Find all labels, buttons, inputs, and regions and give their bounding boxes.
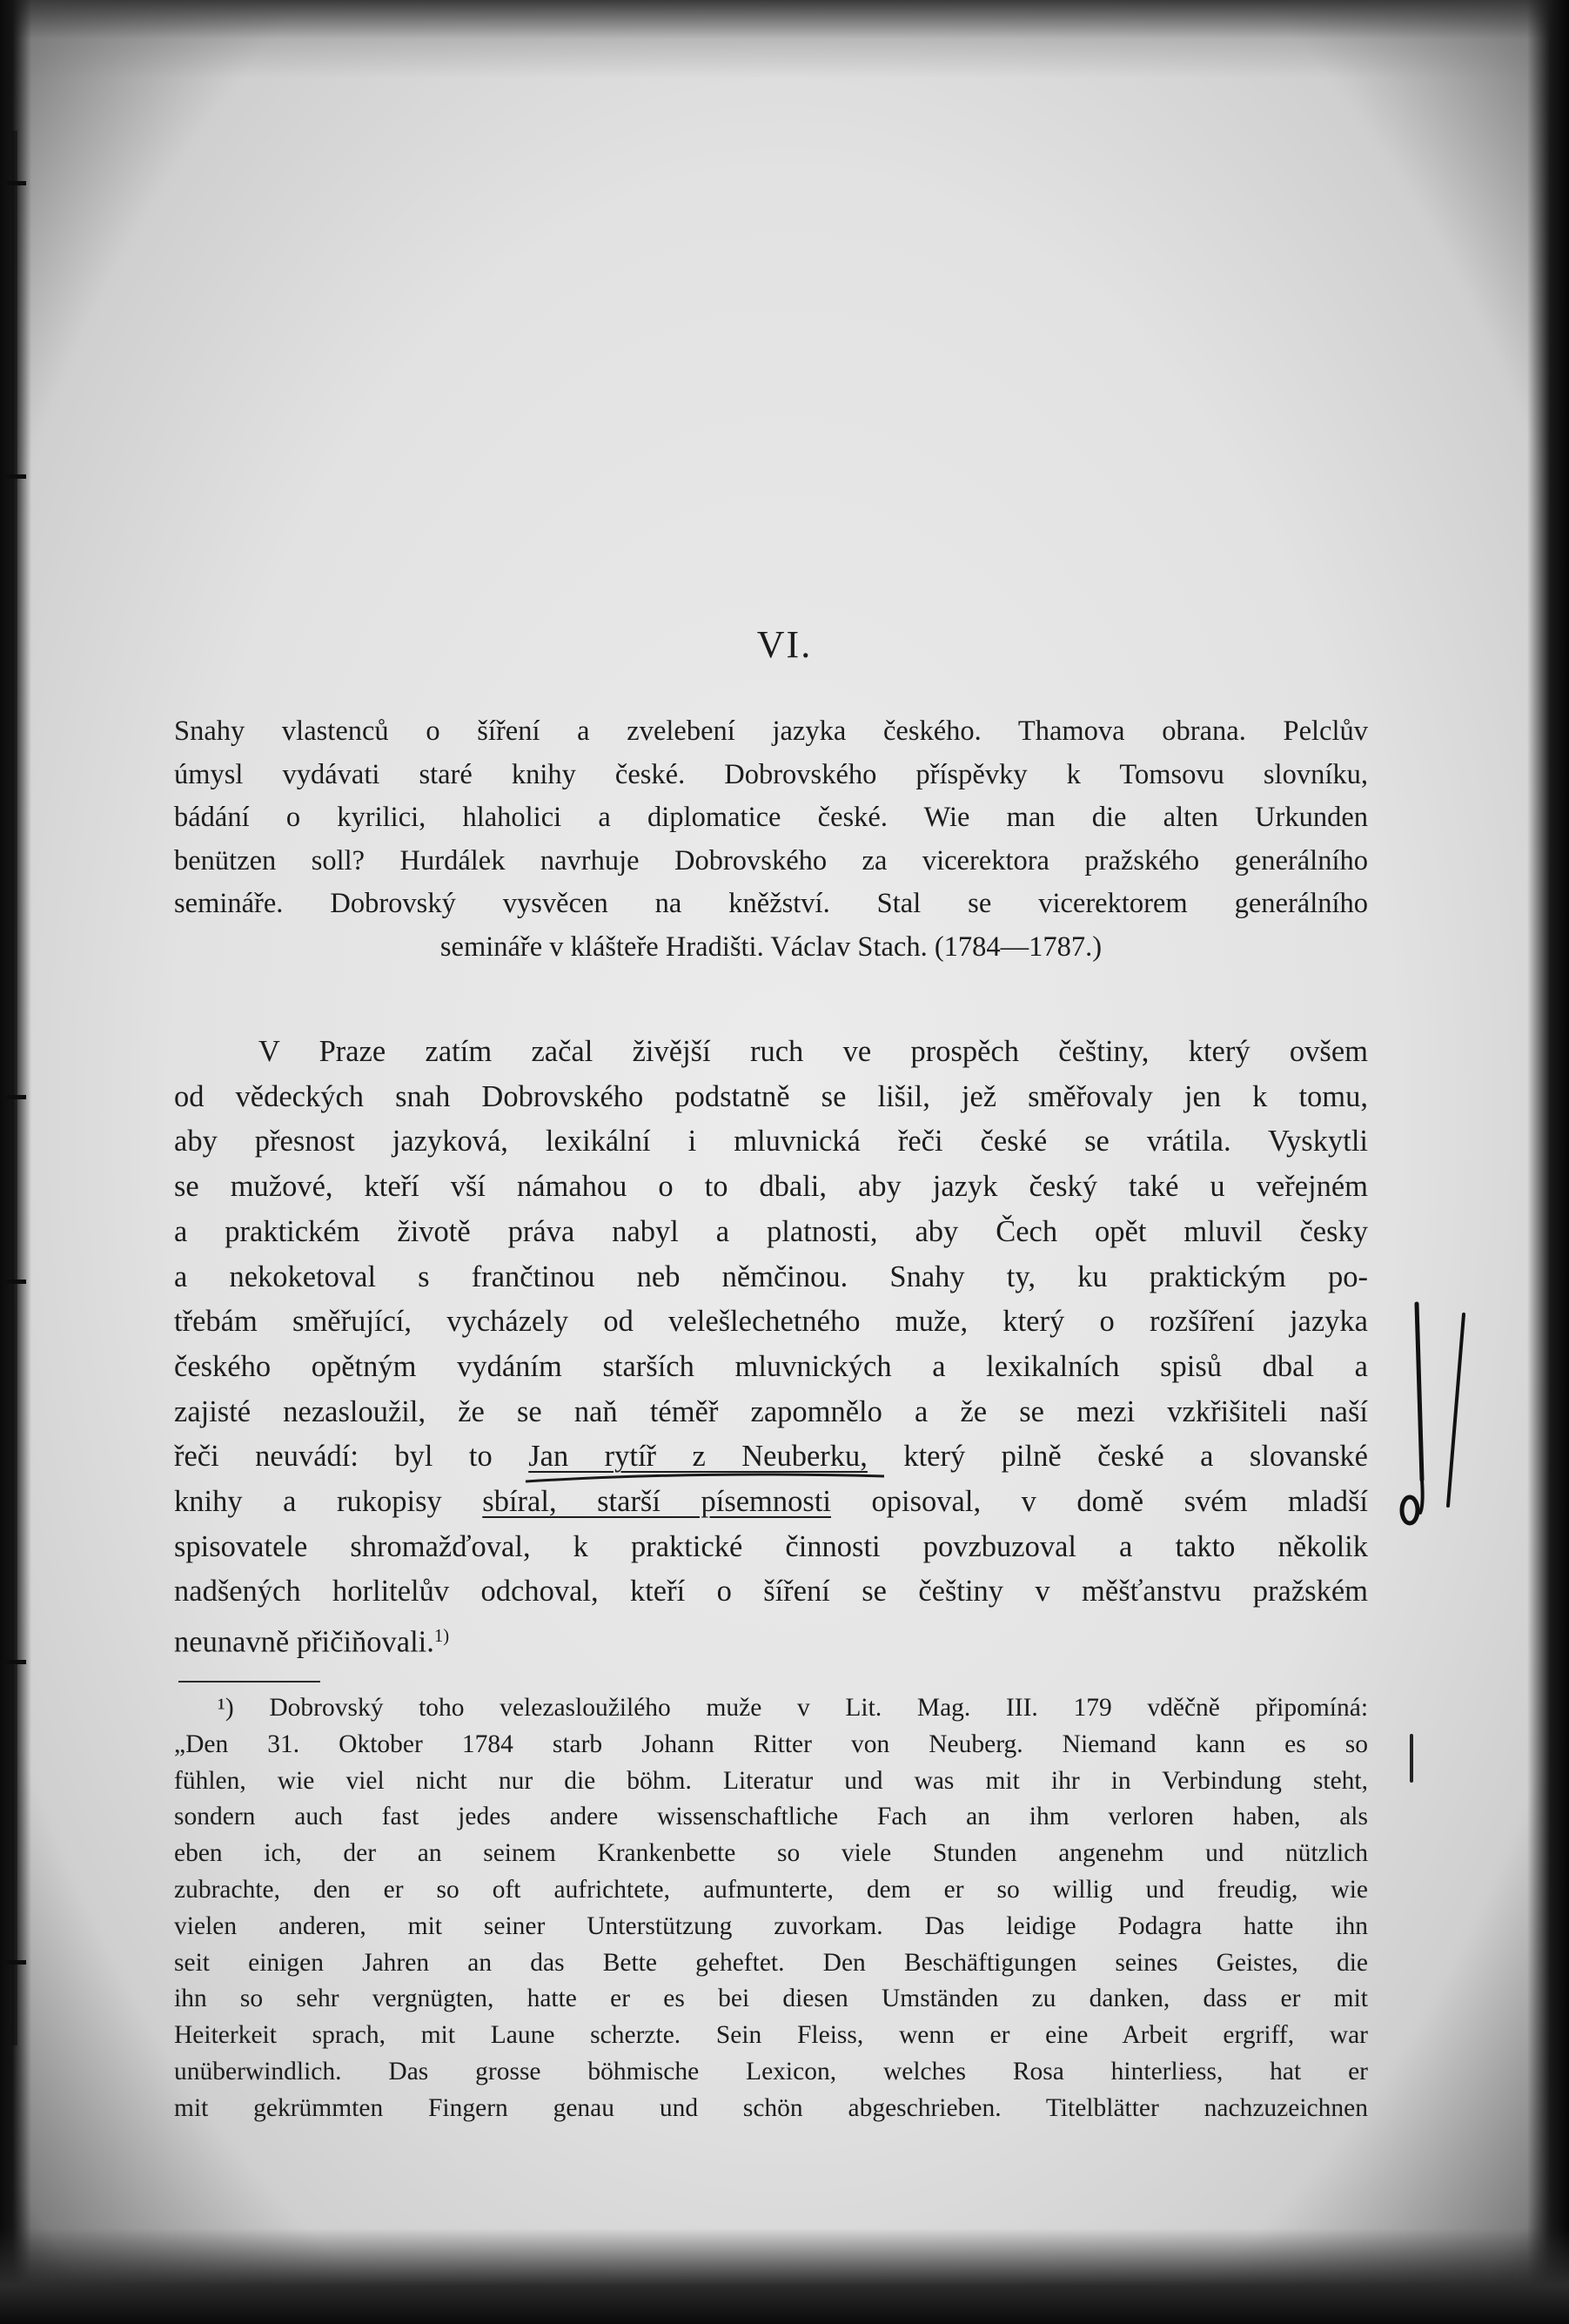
footnote-line: vielen anderen, mit seiner Unterstützung zuvorkam. Das leidige Podagra hatte ihn (174, 1911, 1368, 1940)
body-line: V Praze zatím začal živější ruch ve prospěch češtiny, který ovšem (258, 1035, 1368, 1068)
page-bottom-shadow (0, 2228, 1569, 2324)
margin-tick (7, 474, 26, 479)
footnote (174, 1690, 1368, 2127)
footnote-marker: ¹) (218, 1694, 234, 1722)
margin-tick (7, 1280, 26, 1284)
margin-tick (7, 1960, 26, 1965)
summary-line: bádání o kyrilici, hlaholici a diplomatice české. Wie man die alten Urkunden (174, 802, 1368, 833)
summary-line: Snahy vlastenců o šíření a zvelebení jazyka českého. Thamova obrana. Pelclův (174, 715, 1368, 747)
page-top-shadow (0, 0, 1569, 78)
footnote-line: unüberwindlich. Das grosse böhmische Lexicon, welches Rosa hinterliess, hat er (174, 2057, 1368, 2086)
footnote-text: Dobrovský toho velezasloužilého muže v Lit. Mag. III. 179 vděčně připomíná: (269, 1694, 1369, 1722)
margin-pencil-stroke (1403, 1732, 1420, 1784)
body-text-run: řeči neuvádí: byl to (174, 1440, 529, 1474)
margin-pencil-circle (1392, 1490, 1427, 1530)
footnote-line: eben ich, der an seinem Krankenbette so viele Stunden angenehm und nützlich (174, 1839, 1368, 1868)
body-line: zajisté nezasloužil, že se naň téměř zapomnělo a že se mezi vzkřišiteli naší (174, 1394, 1368, 1428)
body-paragraph (174, 1030, 1368, 1665)
footnote-line: ihn so sehr vergnügten, hatte er es bei diesen Umständen zu danken, dass er mit (174, 1985, 1368, 2013)
left-margin-rule (12, 131, 17, 2045)
footnote-line: mit gekrümmten Fingern genau und schön abgeschrieben. Titelblätter nachzuzeichnen (174, 2093, 1368, 2122)
body-text-run: knihy a rukopisy (174, 1485, 483, 1519)
chapter-number: VI. (756, 623, 813, 666)
footnote-line: fühlen, wie viel nicht nur die böhm. Literatur und was mit ihr in Verbindung steht, (174, 1766, 1368, 1795)
summary-line: semináře v klášteře Hradišti. Václav Stach. (1784—1787.) (439, 930, 1103, 963)
footnote-line: sondern auch fast jedes andere wissenschaftliche Fach an ihm verloren haben, als (174, 1803, 1368, 1831)
margin-tick (7, 1660, 26, 1664)
body-text-run: neunavně přičiňovali. (174, 1625, 434, 1659)
underlined-name: Jan rytíř z Neuberku, (528, 1440, 868, 1474)
body-line: a nekoketoval s frančtinou neb němčinou. Snahy ty, ku praktickým po- (174, 1259, 1368, 1293)
margin-pencil-bracket (1410, 1297, 1479, 1523)
body-line: od vědeckých snah Dobrovského podstatně se lišil, jež směřovaly jen k tomu, (174, 1079, 1368, 1113)
footnote-separator (178, 1681, 320, 1683)
body-line: českého opětným vydáním starších mluvnických a lexikalních spisů dbal a (174, 1349, 1368, 1383)
footnote-line: zubrachte, den er so oft aufrichtete, aufmunterte, dem er so willig und freudig, wie (174, 1875, 1368, 1904)
pencil-underline-arc (522, 1469, 888, 1490)
body-line: a praktickém životě práva nabyl a platnosti, aby Čech opět mluvil česky (174, 1214, 1368, 1248)
body-text-run: opisoval, v domě svém mladší (831, 1485, 1368, 1519)
body-line: aby přesnost jazyková, lexikální i mluvnická řeči české se vrátila. Vyskytli (174, 1125, 1368, 1159)
body-line: třebám směřující, vycházely od velešlechetného muže, který o rozšíření jazyka (174, 1305, 1368, 1339)
body-line: spisovatele shromažďoval, k praktické činnosti povzbuzoval a takto několik (174, 1529, 1368, 1563)
body-line: nadšených horlitelův odchoval, kteří o šíření se češtiny v měšťanstvu pražském (174, 1575, 1368, 1609)
body-line (174, 1615, 1368, 1665)
footnote-line: seit einigen Jahren an das Bette geheftet. Den Beschäftigungen seines Geistes, die (174, 1948, 1368, 1977)
body-line: se mužové, kteří vší námahou o to dbali, aby jazyk český také u veřejném (174, 1170, 1368, 1204)
body-text-run: který pilně české a slovanské (867, 1440, 1368, 1474)
margin-tick (7, 1095, 26, 1099)
page-right-edge (1527, 0, 1569, 2324)
margin-tick (7, 181, 26, 185)
footnote-reference: 1) (433, 1627, 450, 1647)
summary-line: semináře. Dobrovský vysvěcen na kněžství. Stal se vicerektorem generálního (174, 888, 1368, 919)
underlined-phrase: sbíral, starší písemnosti (482, 1485, 831, 1519)
summary-line: úmysl vydávati staré knihy české. Dobrovského příspěvky k Tomsovu slovníku, (174, 758, 1368, 790)
footnote-line: Heiterkeit sprach, mit Laune scherzte. Sein Fleiss, wenn er eine Arbeit ergriff, war (174, 2021, 1368, 2050)
footnote-line (174, 1690, 1368, 1727)
chapter-summary (174, 710, 1368, 969)
footnote-line: „Den 31. Oktober 1784 starb Johann Ritter von Neuberg. Niemand kann es so (174, 1730, 1368, 1758)
summary-line: benützen soll? Hurdálek navrhuje Dobrovského za vicerektora pražského generálního (174, 844, 1368, 877)
